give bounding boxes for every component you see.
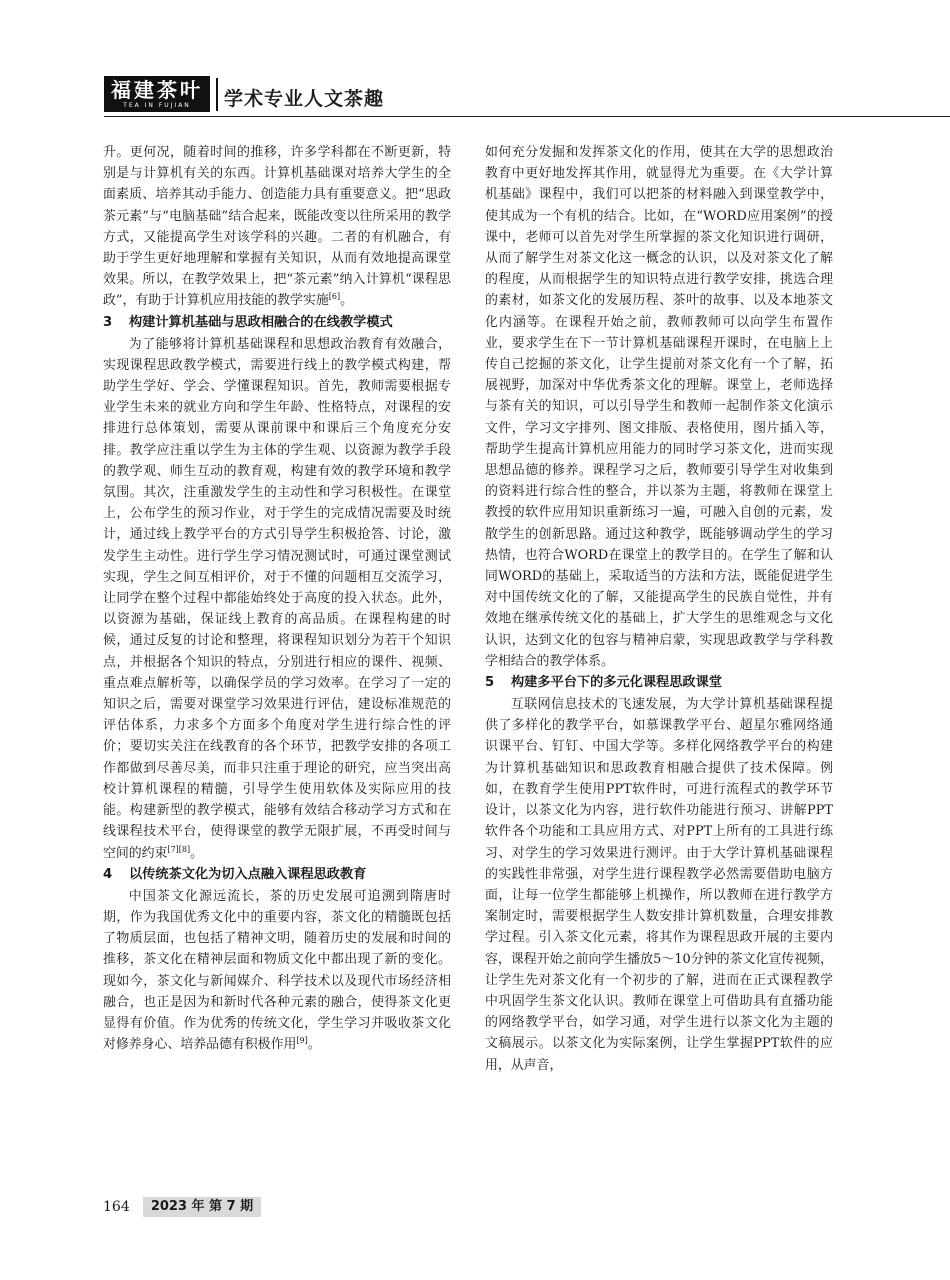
- right-column: [485, 142, 833, 1076]
- section-title: 以传统茶文化为切入点融入课程思政教育: [129, 866, 367, 882]
- section-number: 3: [103, 314, 113, 330]
- header-rule: [104, 116, 950, 117]
- journal-logo-english: TEA IN FUJIAN: [123, 102, 191, 109]
- section-heading-5: [485, 672, 833, 694]
- section-title: 构建多平台下的多元化课程思政课堂: [511, 675, 722, 691]
- page-footer: [103, 1196, 261, 1216]
- header-separator: [216, 78, 218, 111]
- section-heading-4: [103, 864, 451, 886]
- section-number: 4: [103, 866, 113, 882]
- paragraph: 升。更何况，随着时间的推移，许多学科都在不断更新，特别是与计算机有关的东西。计算机基础课对培养大学生的全面素质、培养其动手能力、创造能力具有重要意义。把“思政茶元素”与“电脑基础”结合起来，既能改变以往所采用的教学方式，又能提高学生对该学科的兴趣。二者的有机融合，有助于学生更好地理解和掌握有关知识，从而有效地提高课堂效果。所以，在教学效果上，把“茶元素”纳入计算机“课程思政”，有助于计算机应用技能的教学实施[6]。: [103, 145, 451, 309]
- section-title: 构建计算机基础与思政相融合的在线教学模式: [129, 314, 393, 330]
- issue-badge: 2023 年 第 7 期: [143, 1197, 261, 1217]
- section-heading-3: [103, 312, 451, 334]
- paragraph: 如何充分发掘和发挥茶文化的作用，使其在大学的思想政治教育中更好地发挥其作用，就显得尤为重要。在《大学计算机基础》课程中，我们可以把茶的材料融入到课堂教学中，使其成为一个有机的结合。比如，在“WORD应用案例”的授课中，老师可以首先对学生所掌握的茶文化知识进行调研，从而了解学生对茶文化这一概念的认识，以及对茶文化了解的程度，从而根据学生的知识特点进行教学安排，挑选合理的素材，如茶文化的发展历程、茶叶的故事、以及本地茶文化内涵等。在课程开始之前，教师教师可以向学生布置作业，要求学生在下一节计算机基础课程开课时，在电脑上上传自己挖掘的茶文化，让学生提前对茶文化有一个了解，拓展视野，加深对中华优秀茶文化的理解。课堂上，老师选择与茶有关的知识，可以引导学生和教师一起制作茶文化演示文件，学习文字排列、图文排版、表格使用，图片插入等，帮助学生提高计算机应用能力的同时学习茶文化，进而实现思想品德的修养。课程学习之后，教师要引导学生对收集到的资料进行综合性的整合，并以茶为主题，将教师在课堂上教授的软件应用知识重新练习一遍，可融入自创的元素，发散学生的创新思路。通过这种教学，既能够调动学生的学习热情，也符合WORD在课堂上的教学目的。在学生了解和认同WORD的基础上，采取适当的方法和方法，既能促进学生对中国传统文化的了解，又能提高学生的民族自觉性，并有效地在继承传统文化的基础上，扩大学生的思维观念与文化认识，达到文化的包容与精神启蒙，实现思政教学与学科教学相结合的教学体系。: [485, 145, 833, 669]
- journal-logo-chinese: 福建茶叶: [111, 78, 203, 102]
- paragraph: 为了能够将计算机基础课程和思想政治教育有效融合，实现课程思政教学模式，需要进行线上的教学模式构建，帮助学生学好、学会、学懂课程知识。首先，教师需要根据专业学生未来的就业方向和学生年龄、性格特点，对课程的安排进行总体策划，需要从课前课中和课后三个角度充分安排。教学应注重以学生为主体的学生观、以资源为教学手段的教学观、师生互动的教育观，构建有效的教学环境和教学氛围。其次，注重激发学生的主动性和学习积极性。在课堂上，公布学生的预习作业，对于学生的完成情况需要及时统计，通过线上教学平台的方式引导学生积极抢答、讨论，激发学生主动性。进行学生学习情况测试时，可通过课堂测试实现，学生之间互相评价，对于不懂的问题相互交流学习，让同学在整个过程中都能始终处于高度的投入状态。此外，以资源为基础，保证线上教育的高品质。在课程构建的时候，通过反复的讨论和整理，将课程知识划分为若干个知识点，并根据各个知识的特点，分别进行相应的课件、视频、重点难点解析等，以确保学员的学习效率。在学习了一定的知识之后，需要对课堂学习效果进行评估，建设标准规范的评估体系，力求多个方面多个角度对学生进行综合性的评价；要切实关注在线教育的各个环节，把教学安排的各项工作都做到尽善尽美，而非只注重于理论的研究，应当突出高校计算机课程的精髓，引导学生使用软体及实际应用的技能。构建新型的教学模式，能够有效结合移动学习方式和在线课程技术平台，使得课堂的教学无限扩展，不再受时间与空间的约束[7][8]。: [103, 336, 451, 861]
- paragraph: 中国茶文化源远流长，茶的历史发展可追溯到隋唐时期，作为我国优秀文化中的重要内容，茶文化的精髓既包括了物质层面，也包括了精神文明，随着历史的发展和时间的推移，茶文化在精神层面和物质文化中都出现了新的变化。现如今，茶文化与新闻媒介、科学技术以及现代市场经济相融合，也正是因为和新时代各种元素的融合，使得茶文化更显得有价值。作为优秀的传统文化，学生学习并吸收茶文化对修养身心、培养品德有积极作用[9]。: [103, 888, 451, 1053]
- citation: [7][8]: [167, 844, 191, 854]
- header-title: 学术专业人文茶趣: [224, 88, 385, 110]
- paragraph: 互联网信息技术的飞速发展，为大学计算机基础课程提供了多样化的教学平台，如慕课教学平台、超星尔雅网络通识课平台、钉钉、中国大学等。多样化网络教学平台的构建为计算机基础知识和思政教育相融合提供了技术保障。例如，在教育学生使用PPT软件时，可进行流程式的教学环节设计，以茶文化为内容，进行软件功能进行预习、讲解PPT软件各个功能和工具应用方式、对PPT上所有的工具进行练习、对学生的学习效果进行测评。由于大学计算机基础课程的实践性非常强，对学生进行课程教学必然需要借助电脑方面，让每一位学生都能够上机操作，所以教师在进行教学方案制定时，需要根据学生人数安排计算机数量，合理安排教学过程。引入茶文化元素，将其作为课程思政开展的主要内容，课程开始之前向学生播放5～10分钟的茶文化宣传视频，让学生先对茶文化有一个初步的了解，进而在正式课程教学中巩固学生茶文化认识。教师在课堂上可借助具有直播功能的网络教学平台，如学习通，对学生进行以茶文化为主题的文稿展示。以茶文化为实际案例，让学生掌握PPT软件的应用，从声音，: [485, 697, 833, 1073]
- left-column: [103, 142, 451, 1055]
- section-number: 5: [485, 675, 495, 691]
- page-number: 164: [103, 1198, 130, 1215]
- running-header: [104, 76, 950, 116]
- citation: [9]: [296, 1036, 308, 1046]
- journal-logo: [104, 76, 210, 112]
- citation: [6]: [328, 292, 341, 302]
